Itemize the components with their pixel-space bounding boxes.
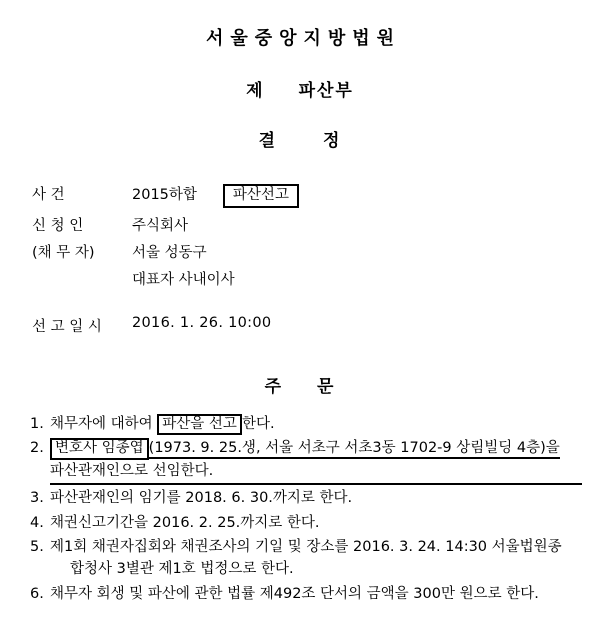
attorney-details-underlined: (1973. 9. 25.생, 서울 서초구 서초3동 1702-9 상림빌딩 4층)을 [149, 440, 560, 459]
item5-line-1: 제1회 채권자집회와 채권조사의 기일 및 장소를 2016. 3. 24. 14:30 서울법원종 [50, 539, 562, 556]
decision-heading [0, 126, 600, 151]
decision-label-left: 결 [258, 131, 277, 151]
decision-item-1 [30, 413, 582, 435]
item1-post-text: 한다. [241, 415, 275, 432]
declaration-date-row [32, 315, 600, 336]
item-number: 5. [30, 539, 44, 556]
main-text-heading [0, 372, 600, 397]
item-number: 4. [30, 514, 44, 531]
decision-item-5 [30, 536, 582, 581]
main-text-label-left: 주 [264, 376, 283, 397]
case-number-value [132, 183, 600, 208]
item-number: 6. [30, 585, 44, 602]
item-number: 2. [30, 440, 44, 457]
item1-pre-text: 채무자에 대하여 [50, 415, 158, 432]
decision-label-right: 정 [323, 131, 342, 151]
item-content: 채무자 회생 및 파산에 관한 법률 제492조 단서의 금액을 300만 원으로 한다. [50, 585, 539, 602]
debtor-address: 서울 성동구 [132, 244, 207, 261]
debtor-label: (채 무 자) [32, 244, 95, 261]
debtor-row [32, 241, 600, 262]
bankruptcy-declaration-box: 파산을 선고 [157, 414, 242, 435]
item-content [50, 413, 582, 435]
decision-items [0, 413, 600, 606]
case-info-block [0, 183, 600, 336]
main-text-label-right: 문 [317, 376, 336, 397]
attorney-line-1 [50, 437, 582, 459]
declaration-date-value: 2016. 1. 26. 10:00 [132, 314, 272, 331]
declaration-date-label: 선 고 일 시 [32, 318, 102, 335]
division-label-left: 제 [246, 81, 265, 101]
case-type-box: 파산선고 [223, 184, 299, 208]
case-number-row [32, 183, 600, 208]
decision-item-2 [30, 437, 582, 485]
representative-line: 대표자 사내이사 [132, 271, 235, 288]
decision-item-3 [30, 487, 582, 509]
case-number-text: 2015하합 [132, 187, 197, 203]
item5-line-2: 합청사 3별관 제1호 법정으로 한다. [70, 561, 294, 578]
decision-item-4 [30, 512, 582, 534]
division-label-right: 파산부 [298, 81, 354, 101]
applicant-sub-rows [32, 268, 600, 289]
decision-item-6 [30, 583, 582, 605]
item-content [50, 437, 582, 485]
item-content [50, 536, 582, 581]
item-number: 3. [30, 490, 44, 507]
applicant-value: 주식회사 [132, 217, 189, 234]
court-title: 서울중앙지방법원 [205, 28, 402, 49]
item-content: 파산관재인의 임기를 2018. 6. 30.까지로 한다. [50, 490, 353, 507]
applicant-row [32, 214, 600, 235]
attorney-name-box: 변호사 임종엽 [50, 438, 149, 459]
document-page [0, 24, 600, 637]
item-number: 1. [30, 415, 44, 432]
trustee-appointment-underlined: 파산관재인으로 선임한다. [50, 460, 582, 485]
applicant-label: 신 청 인 [32, 217, 84, 234]
case-number-label: 사 건 [32, 187, 65, 203]
division-heading [0, 76, 600, 101]
item-content: 채권신고기간을 2016. 2. 25.까지로 한다. [50, 514, 320, 531]
